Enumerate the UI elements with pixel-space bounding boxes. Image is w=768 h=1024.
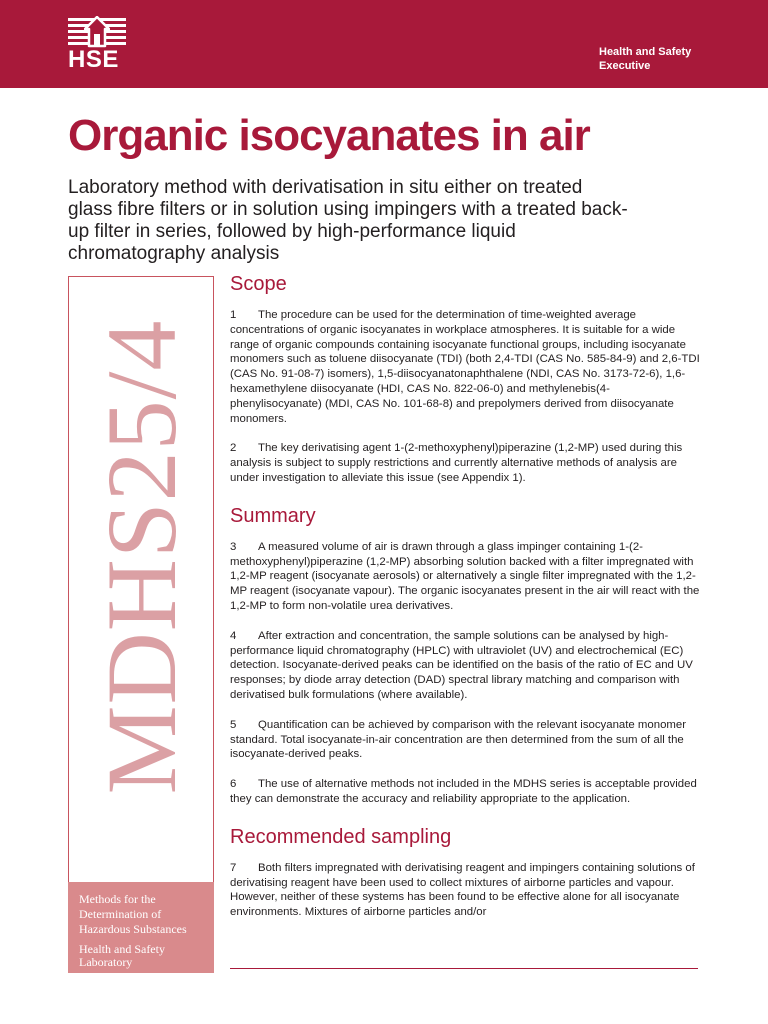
lab-line-2: Laboratory	[79, 955, 133, 969]
paragraph-number: 5	[230, 718, 237, 731]
organisation-line-2: Executive	[599, 60, 651, 72]
series-sidebar	[68, 276, 214, 973]
main-content	[230, 266, 700, 935]
paragraph-text: Quantification can be achieved by comparison with the relevant isocyanate monomer standard. Total isocyanate-in-air concentration are then determined from the sum of all the isocyanate-derived peaks.	[230, 718, 687, 761]
paragraph-6	[230, 777, 700, 807]
paragraph-1	[230, 308, 700, 426]
section-heading-sampling: Recommended sampling	[230, 825, 452, 848]
paragraph-text: A measured volume of air is drawn through a glass impinger containing 1-(2-methoxyphenyl)piperazine (1,2-MP) absorbing solution backed with a filter impregnated with 1,2-MP reagent (isocyanate aerosols) or alternatively a single filter impregnated with the 1,2-MP reagent (isocyanate vapour). The organic isocyanates present in the air will react with the 1,2-MP to form non-volatile urea derivatives.	[230, 540, 700, 612]
lab-line-1: Health and Safety	[79, 942, 165, 956]
paragraph-text: Both filters impregnated with derivatising reagent and impingers containing solutions of derivatising reagent have been used to collect mixtures of airborne particles and vapour. However, neither of these systems has been found to be effective alone for all isocyanate environments. Mixtures of airborne particles and/or	[230, 861, 695, 919]
paragraph-number: 1	[230, 309, 237, 321]
paragraph-text: After extraction and concentration, the sample solutions can be analysed by high-performance liquid chromatography (HPLC) with ultraviolet (UV) and electrochemical (EC) detection. Isocyanate-derived peaks can be identified on the basis of the ratio of EC and UV responses; by diode array detection (DAD) spectral library matching and comparison with derivatised bulk formulations (where available).	[230, 629, 693, 701]
paragraph-number: 2	[230, 442, 237, 455]
document-title: Organic isocyanates in air	[68, 111, 590, 160]
house-icon	[84, 16, 110, 48]
document-code: MDHS25/4	[86, 319, 197, 795]
header-banner	[0, 0, 768, 88]
series-box	[68, 882, 214, 973]
paragraph-text: The key derivatising agent 1-(2-methoxyphenyl)piperazine (1,2-MP) used during this analysis is subject to supply restrictions and currently alternative methods of analysis are under investigation to alleviate this issue (see Appendix 1).	[230, 442, 683, 484]
series-line-2: Determination of	[79, 907, 162, 921]
organisation-line-1: Health and Safety	[599, 46, 692, 58]
logo-text: HSE	[68, 46, 119, 73]
footer-rule	[230, 968, 698, 969]
paragraph-number: 4	[230, 629, 237, 642]
series-line-1: Methods for the	[79, 892, 156, 906]
section-heading-summary: Summary	[230, 504, 316, 527]
paragraph-2	[230, 441, 700, 485]
organisation-name	[599, 45, 719, 73]
paragraph-text: The use of alternative methods not included in the MDHS series is acceptable provided they can demonstrate the accuracy and reliability appropriate to the application.	[230, 778, 697, 805]
hse-logo	[68, 16, 126, 72]
series-name	[79, 892, 187, 937]
document-subtitle: Laboratory method with derivatisation in situ either on treated glass fibre filters or in solution using impingers with a treated back-up filter in series, followed by high-performance liquid chromatography analysis	[68, 177, 628, 264]
paragraph-7	[230, 861, 700, 920]
paragraph-5	[230, 718, 700, 762]
paragraph-3	[230, 540, 700, 614]
paragraph-number: 3	[230, 540, 237, 553]
paragraph-4	[230, 629, 700, 703]
section-heading-scope: Scope	[230, 273, 287, 295]
paragraph-number: 7	[230, 861, 237, 874]
sidebar-frame	[68, 276, 214, 883]
paragraph-text: The procedure can be used for the determination of time-weighted average concentrations of organic isocyanates in workplace atmospheres. It is suitable for a wide range of organic compounds containing isocyanate functional groups, including isocyanate monomers such as toluene diisocyanate (TDI) (both 2,4-TDI (CAS No. 585-84-9) and 2,6-TDI (CAS No. 91-08-7) isomers), 1,5-diisocyanatonaphthalene (NDI, CAS No. 3173-72-6), 1,6-hexamethylene diisocyanate (HDI, CAS No. 822-06-0) and methylenebis(4-phenylisocyanate) (MDI, CAS No. 101-68-8) and prepolymers derived from diisocyanate monomers.	[230, 309, 700, 425]
laboratory-name	[79, 943, 165, 969]
paragraph-number: 6	[230, 778, 237, 791]
series-line-3: Hazardous Substances	[79, 922, 187, 936]
